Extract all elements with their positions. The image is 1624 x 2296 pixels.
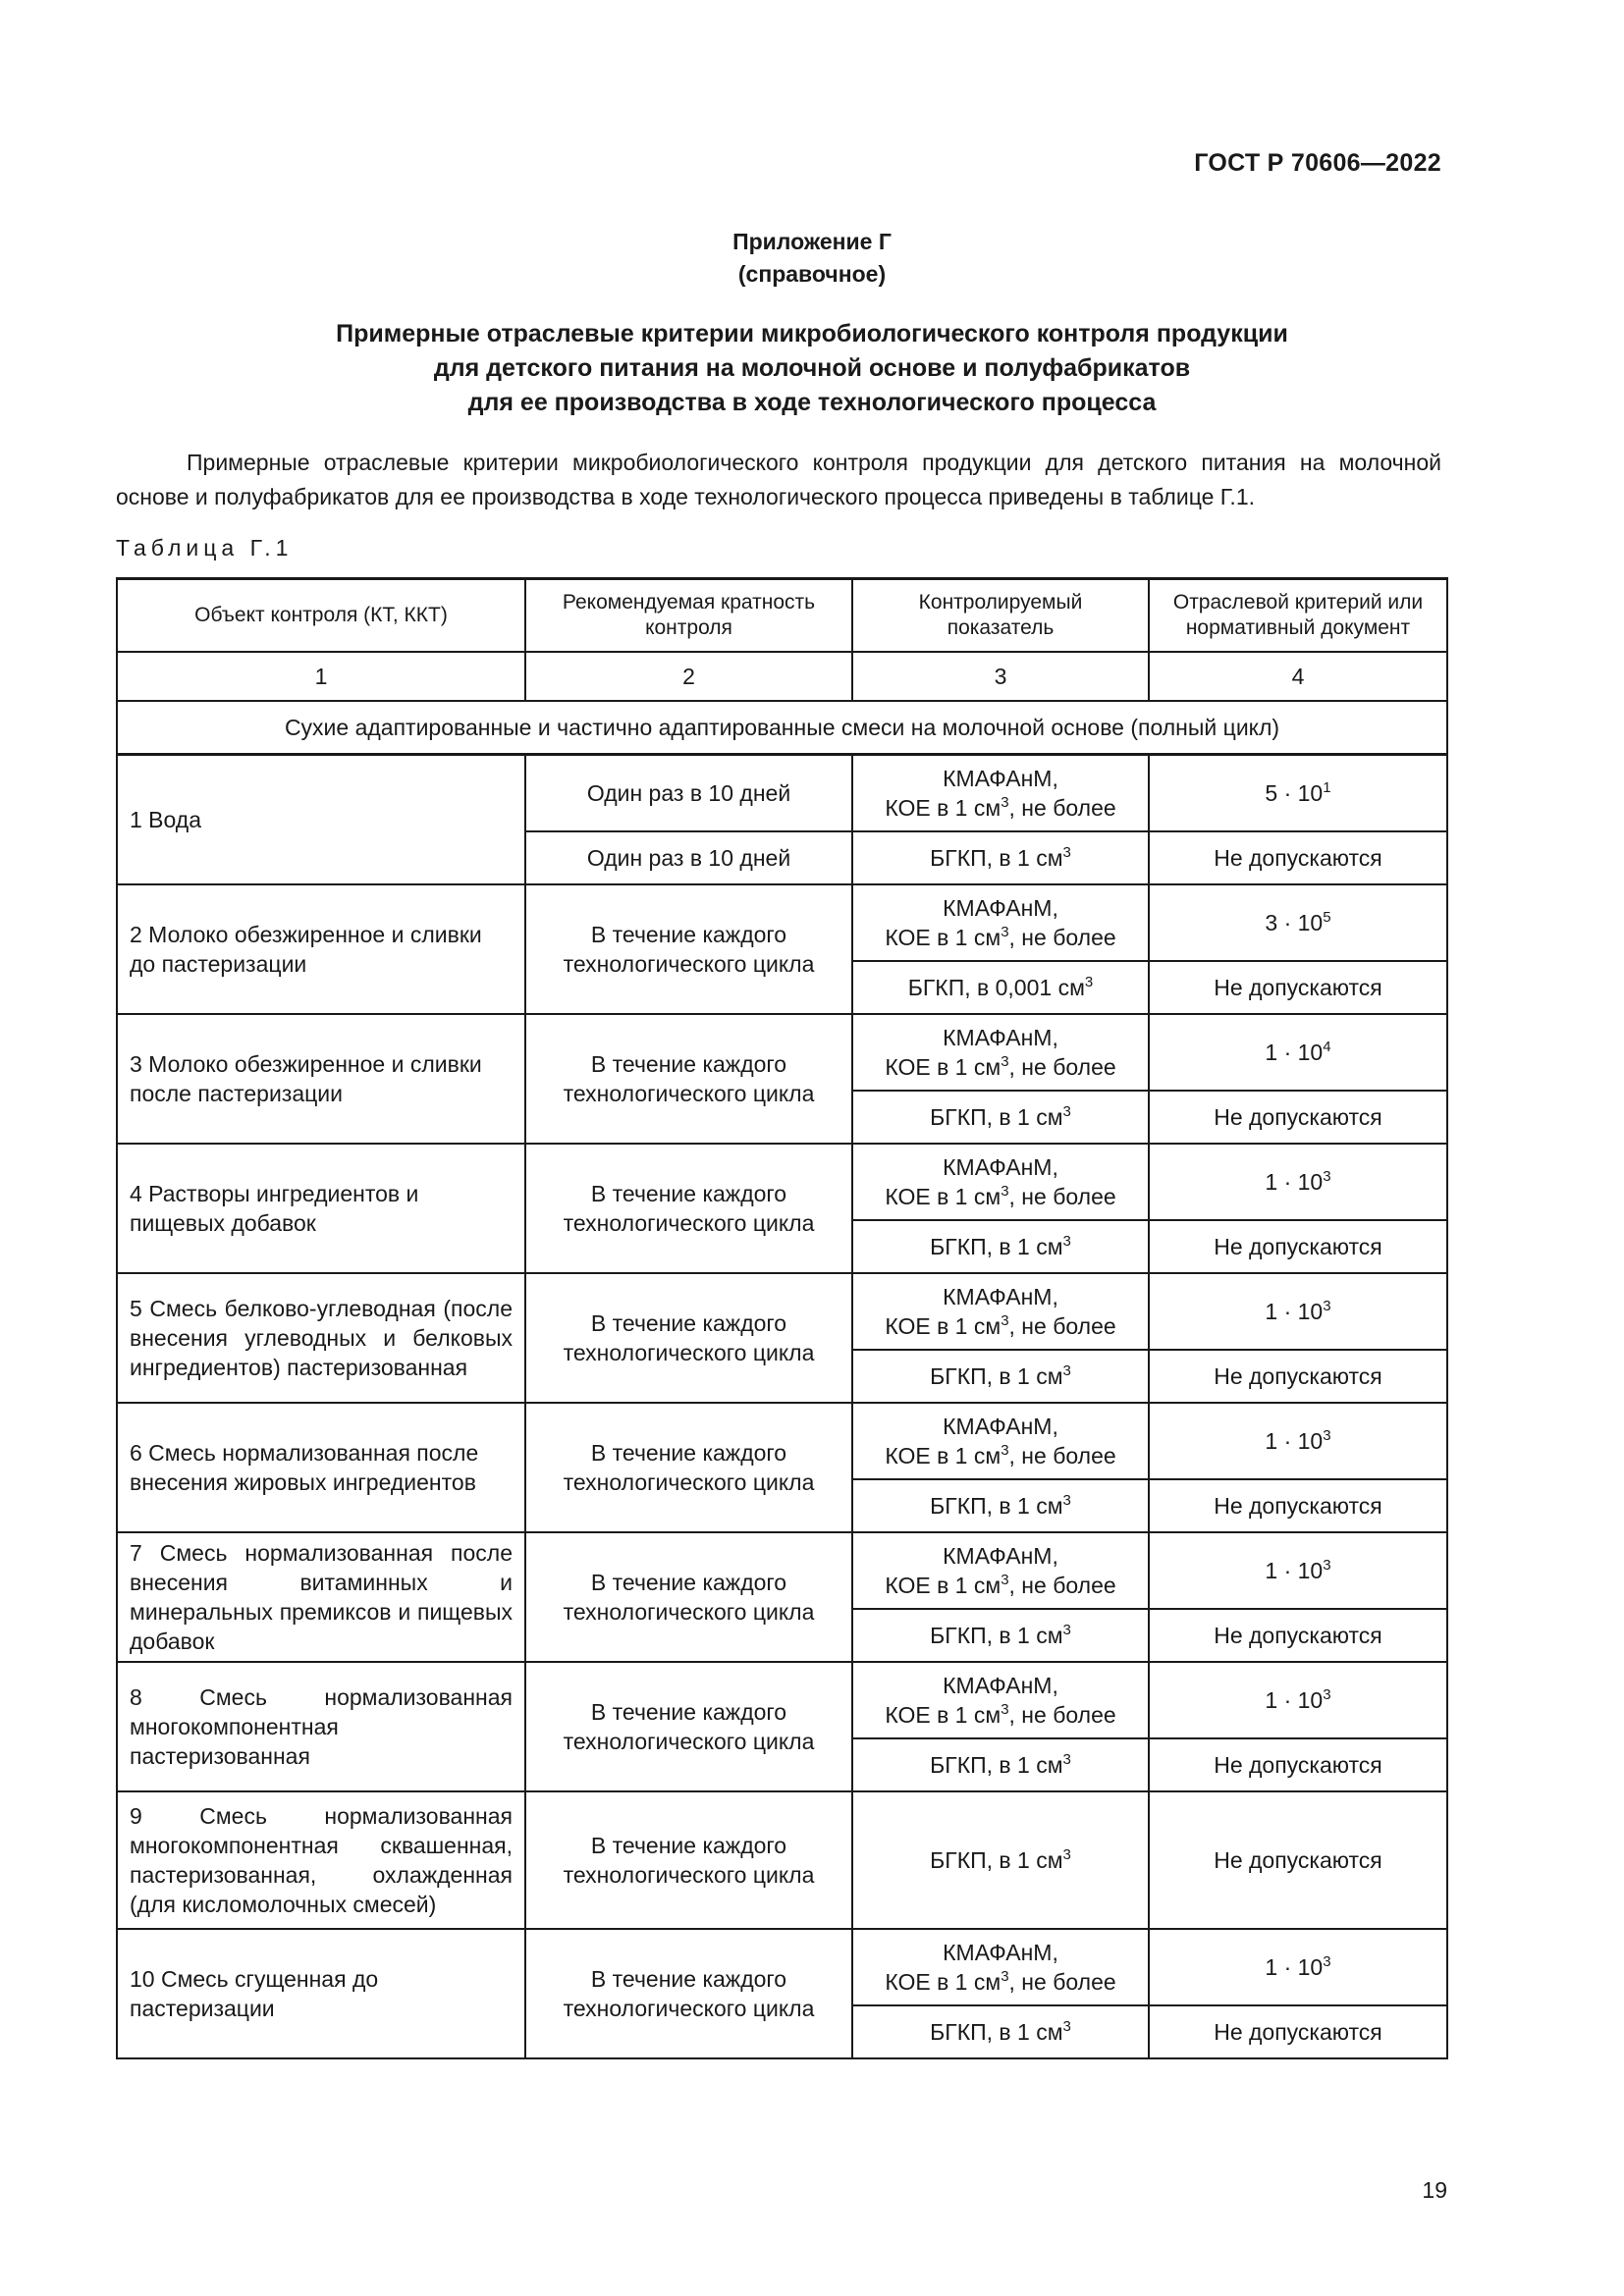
indicator-cell: БГКП, в 0,001 $см^3$	[852, 961, 1149, 1014]
indicator-cell: КМАФАнМ, КОЕ в 1 $см^3$, не более	[852, 1403, 1149, 1479]
norm-cell: Не допускаются	[1149, 1350, 1447, 1403]
control-object: 8 Смесь нормализованная многокомпонентная пастеризованная	[117, 1662, 525, 1791]
frequency-cell: В течение каждого технологического цикла	[525, 1532, 852, 1662]
norm-cell: $1 \cdot 10^3$	[1149, 1929, 1447, 2005]
intro-paragraph: Примерные отраслевые критерии микробиологического контроля продукции для детского питания на молочной основе и полуфабрикатов для ее производства в ходе технологического процесса приведены в таблице Г.1.	[116, 450, 1441, 509]
table-row	[117, 1662, 1447, 1738]
norm-cell: Не допускаются	[1149, 1791, 1447, 1929]
frequency-cell: В течение каждого технологического цикла	[525, 1791, 852, 1929]
indicator-cell: КМАФАнМ, КОЕ в 1 $см^3$, не более	[852, 1014, 1149, 1091]
indicator-cell: БГКП, в 1 $см^3$	[852, 831, 1149, 884]
control-object: 2 Молоко обезжиренное и сливки до пастеризации	[117, 884, 525, 1014]
annex-title-line: Примерные отраслевые критерии микробиологического контроля продукции	[336, 320, 1288, 347]
norm-cell: $1 \cdot 10^3$	[1149, 1144, 1447, 1220]
column-number: 1	[117, 652, 525, 701]
norm-cell: $1 \cdot 10^3$	[1149, 1532, 1447, 1609]
table-row	[117, 755, 1447, 832]
header-cell: Рекомендуемая кратность контроля	[525, 579, 852, 653]
indicator-cell: БГКП, в 1 $см^3$	[852, 1738, 1149, 1791]
annex-title-line: для ее производства в ходе технологического процесса	[467, 389, 1157, 416]
indicator-cell: БГКП, в 1 $см^3$	[852, 1791, 1149, 1929]
column-number: 2	[525, 652, 852, 701]
table-caption: Таблица Г.1	[116, 535, 294, 561]
control-object: 1 Вода	[117, 755, 525, 885]
indicator-cell: КМАФАнМ, КОЕ в 1 $см^3$, не более	[852, 1929, 1149, 2005]
frequency-cell: Один раз в 10 дней	[525, 831, 852, 884]
page-number: 19	[1422, 2177, 1447, 2203]
table-row	[117, 1532, 1447, 1609]
header-cell: Объект контроля (КТ, ККТ)	[117, 579, 525, 653]
column-number-row	[117, 652, 1447, 701]
annex-heading	[0, 226, 1624, 291]
frequency-cell: В течение каждого технологического цикла	[525, 1403, 852, 1532]
norm-cell: $1 \cdot 10^4$	[1149, 1014, 1447, 1091]
indicator-cell: КМАФАнМ, КОЕ в 1 $см^3$, не более	[852, 1662, 1149, 1738]
norm-cell: Не допускаются	[1149, 831, 1447, 884]
control-object: 7 Смесь нормализованная после внесения витаминных и минеральных премиксов и пищевых добавок	[117, 1532, 525, 1662]
norm-cell: $1 \cdot 10^3$	[1149, 1403, 1447, 1479]
control-object: 9 Смесь нормализованная многокомпонентная сквашенная, пастеризованная, охлажденная (для кисломолочных смесей)	[117, 1791, 525, 1929]
column-number: 4	[1149, 652, 1447, 701]
table-row	[117, 1929, 1447, 2005]
annex-label: Приложение Г	[732, 229, 892, 254]
indicator-cell: КМАФАнМ, КОЕ в 1 $см^3$, не более	[852, 884, 1149, 961]
frequency-cell: В течение каждого технологического цикла	[525, 1662, 852, 1791]
control-object: 10 Смесь сгущенная до пастеризации	[117, 1929, 525, 2058]
norm-cell: Не допускаются	[1149, 2005, 1447, 2058]
section-title: Сухие адаптированные и частично адаптированные смеси на молочной основе (полный цикл)	[117, 701, 1447, 755]
table-row	[117, 1144, 1447, 1220]
indicator-cell: БГКП, в 1 $см^3$	[852, 2005, 1149, 2058]
table-header-row	[117, 579, 1447, 653]
indicator-cell: КМАФАнМ, КОЕ в 1 $см^3$, не более	[852, 1273, 1149, 1350]
frequency-cell: Один раз в 10 дней	[525, 755, 852, 832]
norm-cell: Не допускаются	[1149, 1220, 1447, 1273]
frequency-cell: В течение каждого технологического цикла	[525, 1273, 852, 1403]
indicator-cell: БГКП, в 1 $см^3$	[852, 1479, 1149, 1532]
indicator-cell: БГКП, в 1 $см^3$	[852, 1609, 1149, 1662]
frequency-cell: В течение каждого технологического цикла	[525, 1014, 852, 1144]
norm-cell: Не допускаются	[1149, 961, 1447, 1014]
indicator-cell: КМАФАнМ, КОЕ в 1 $см^3$, не более	[852, 1532, 1149, 1609]
control-object: 5 Смесь белково-углеводная (после внесения углеводных и белковых ингредиентов) пастеризованная	[117, 1273, 525, 1403]
frequency-cell: В течение каждого технологического цикла	[525, 884, 852, 1014]
header-cell: Отраслевой критерий или нормативный документ	[1149, 579, 1447, 653]
indicator-cell: БГКП, в 1 $см^3$	[852, 1350, 1149, 1403]
column-number: 3	[852, 652, 1149, 701]
control-object: 4 Растворы ингредиентов и пищевых добавок	[117, 1144, 525, 1273]
criteria-table	[116, 577, 1448, 2059]
header-cell: Контролируемый показатель	[852, 579, 1149, 653]
norm-cell: Не допускаются	[1149, 1479, 1447, 1532]
norm-cell: Не допускаются	[1149, 1609, 1447, 1662]
indicator-cell: КМАФАнМ, КОЕ в 1 $см^3$, не более	[852, 755, 1149, 832]
control-object: 6 Смесь нормализованная после внесения жировых ингредиентов	[117, 1403, 525, 1532]
norm-cell: $5 \cdot 10^1$	[1149, 755, 1447, 832]
indicator-cell: БГКП, в 1 $см^3$	[852, 1091, 1149, 1144]
section-row	[117, 701, 1447, 755]
frequency-cell: В течение каждого технологического цикла	[525, 1144, 852, 1273]
table-row	[117, 1273, 1447, 1350]
table-row	[117, 1791, 1447, 1929]
annex-title	[0, 317, 1624, 420]
norm-cell: $1 \cdot 10^3$	[1149, 1273, 1447, 1350]
norm-cell: Не допускаются	[1149, 1091, 1447, 1144]
annex-title-line: для детского питания на молочной основе и полуфабрикатов	[433, 354, 1191, 382]
frequency-cell: В течение каждого технологического цикла	[525, 1929, 852, 2058]
indicator-cell: БГКП, в 1 $см^3$	[852, 1220, 1149, 1273]
annex-status: (справочное)	[737, 261, 887, 287]
table-row	[117, 884, 1447, 961]
table-row	[117, 1014, 1447, 1091]
control-object: 3 Молоко обезжиренное и сливки после пастеризации	[117, 1014, 525, 1144]
norm-cell: Не допускаются	[1149, 1738, 1447, 1791]
norm-cell: $3 \cdot 10^5$	[1149, 884, 1447, 961]
norm-cell: $1 \cdot 10^3$	[1149, 1662, 1447, 1738]
indicator-cell: КМАФАнМ, КОЕ в 1 $см^3$, не более	[852, 1144, 1149, 1220]
document-code: ГОСТ Р 70606—2022	[1194, 149, 1441, 177]
table-row	[117, 1403, 1447, 1479]
